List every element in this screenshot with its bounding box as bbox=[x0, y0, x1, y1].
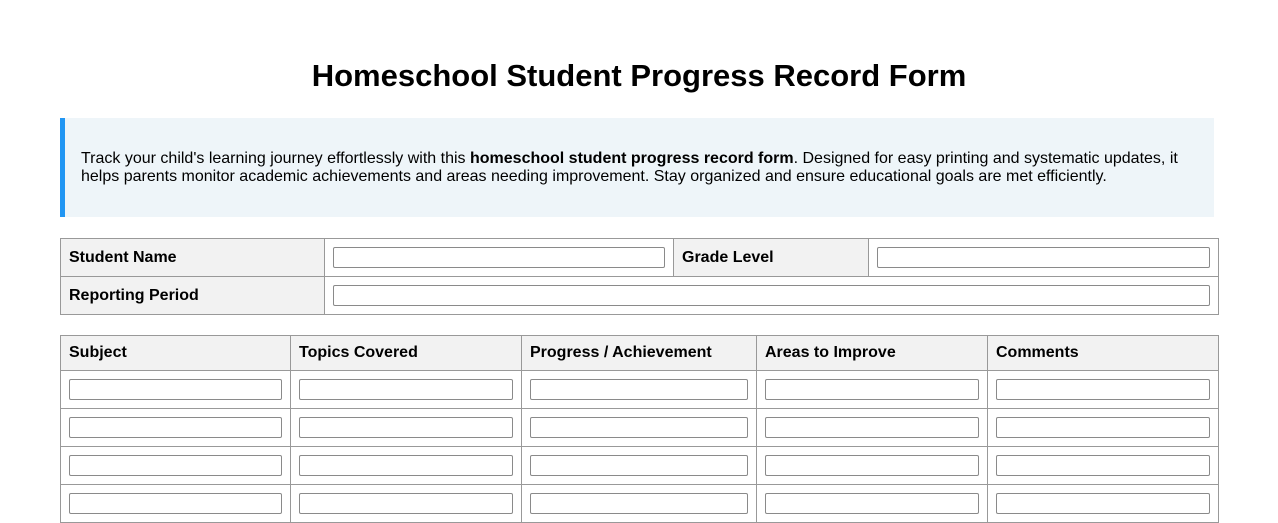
table-row bbox=[61, 485, 1219, 523]
table-row bbox=[61, 371, 1219, 409]
comments-input[interactable] bbox=[996, 455, 1210, 476]
topics-input[interactable] bbox=[299, 493, 513, 514]
student-info-table bbox=[60, 238, 1219, 315]
progress-input[interactable] bbox=[530, 493, 748, 514]
subject-input[interactable] bbox=[69, 455, 282, 476]
reporting-period-label: Reporting Period bbox=[61, 277, 325, 315]
student-name-label: Student Name bbox=[61, 239, 325, 277]
progress-input[interactable] bbox=[530, 417, 748, 438]
topics-input[interactable] bbox=[299, 417, 513, 438]
grade-level-label: Grade Level bbox=[674, 239, 869, 277]
progress-input[interactable] bbox=[530, 455, 748, 476]
reporting-period-input[interactable] bbox=[333, 285, 1210, 306]
areas-input[interactable] bbox=[765, 493, 979, 514]
column-header-progress: Progress / Achievement bbox=[522, 336, 757, 371]
subject-input[interactable] bbox=[69, 493, 282, 514]
table-row bbox=[61, 409, 1219, 447]
comments-input[interactable] bbox=[996, 417, 1210, 438]
areas-input[interactable] bbox=[765, 417, 979, 438]
topics-input[interactable] bbox=[299, 379, 513, 400]
progress-input[interactable] bbox=[530, 379, 748, 400]
subject-input[interactable] bbox=[69, 379, 282, 400]
grade-level-input[interactable] bbox=[877, 247, 1210, 268]
student-name-input[interactable] bbox=[333, 247, 665, 268]
subject-input[interactable] bbox=[69, 417, 282, 438]
column-header-areas: Areas to Improve bbox=[757, 336, 988, 371]
column-header-comments: Comments bbox=[988, 336, 1219, 371]
topics-input[interactable] bbox=[299, 455, 513, 476]
areas-input[interactable] bbox=[765, 455, 979, 476]
column-header-subject: Subject bbox=[61, 336, 291, 371]
intro-box bbox=[60, 118, 1214, 217]
intro-text: Track your child's learning journey effortlessly with this homeschool student progress record form. Designed for easy printing and systematic updates, it helps parents monitor academic achievements and areas needing improvement. Stay organized and ensure educational goals are met efficiently. bbox=[81, 150, 1178, 185]
progress-table bbox=[60, 335, 1219, 523]
comments-input[interactable] bbox=[996, 379, 1210, 400]
column-header-topics: Topics Covered bbox=[291, 336, 522, 371]
page-title: Homeschool Student Progress Record Form bbox=[311, 58, 967, 93]
comments-input[interactable] bbox=[996, 493, 1210, 514]
areas-input[interactable] bbox=[765, 379, 979, 400]
table-row bbox=[61, 447, 1219, 485]
